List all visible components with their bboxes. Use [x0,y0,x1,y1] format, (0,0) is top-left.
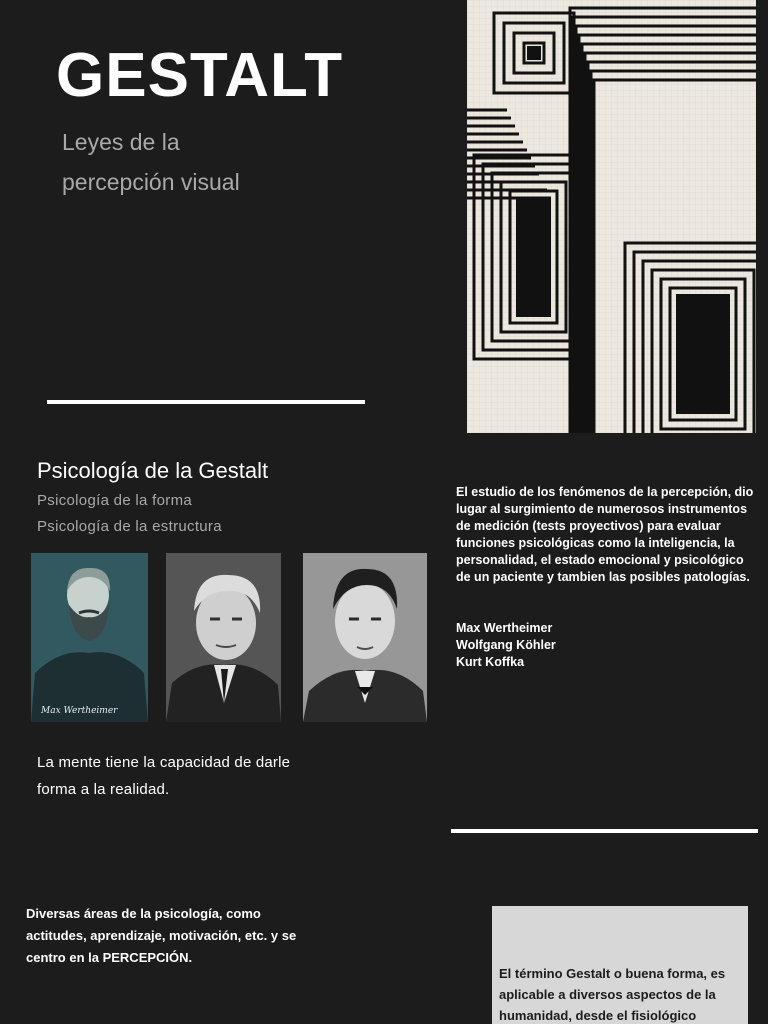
page-subtitle [62,122,342,202]
section-subheading-estructura: Psicología de la estructura [37,518,222,535]
portrait-kurt-koffka [303,553,427,722]
illusion-block-left [516,197,551,317]
founder-name: Max Wertheimer [456,621,553,635]
illusion-block-right [676,294,730,414]
portrait-max-wertheimer [31,553,148,722]
gestalt-term-text: El término Gestalt o buena forma, es aplicable a diversos aspectos de la humanidad, desde el fisiológico [499,966,726,1023]
mind-statement: La mente tiene la capacidad de darle forma a la realidad. [37,754,291,798]
illusion-block-top [527,46,541,60]
op-art-illusion-svg [467,0,756,433]
subtitle-line-1: Leyes de la [62,129,180,155]
right-column-paragraph: El estudio de los fenómenos de la percepción, dio lugar al surgimiento de numerosos instrumentos de medición (tests proyectivos) para evaluar funciones psicológicas como la inteligencia, la personalidad, el estado emocional y psicológico de un paciente y tambien las posibles patologías. [456,485,754,584]
portrait-wertheimer-photo [31,553,148,722]
divider-top [47,400,365,404]
founders-list [456,620,556,671]
areas-paragraph: Diversas áreas de la psicología, como actitudes, aprendizaje, motivación, etc. y se centro en la PERCEPCIÓN. [26,906,297,965]
section-subheading-forma: Psicología de la forma [37,492,193,509]
op-art-illusion-image [467,0,756,433]
portrait-wolfgang-kohler [166,553,281,722]
section-heading: Psicología de la Gestalt [37,458,269,483]
gestalt-term-box [492,906,748,1024]
page-title: GESTALT [56,41,344,110]
founder-name: Wolfgang Köhler [456,638,556,652]
subtitle-line-2: percepción visual [62,169,240,195]
portrait-kohler-photo [166,553,281,722]
divider-right [451,829,758,833]
founder-name: Kurt Koffka [456,655,525,669]
wertheimer-signature: Max Wertheimer [41,706,118,716]
portrait-koffka-photo [303,553,427,722]
